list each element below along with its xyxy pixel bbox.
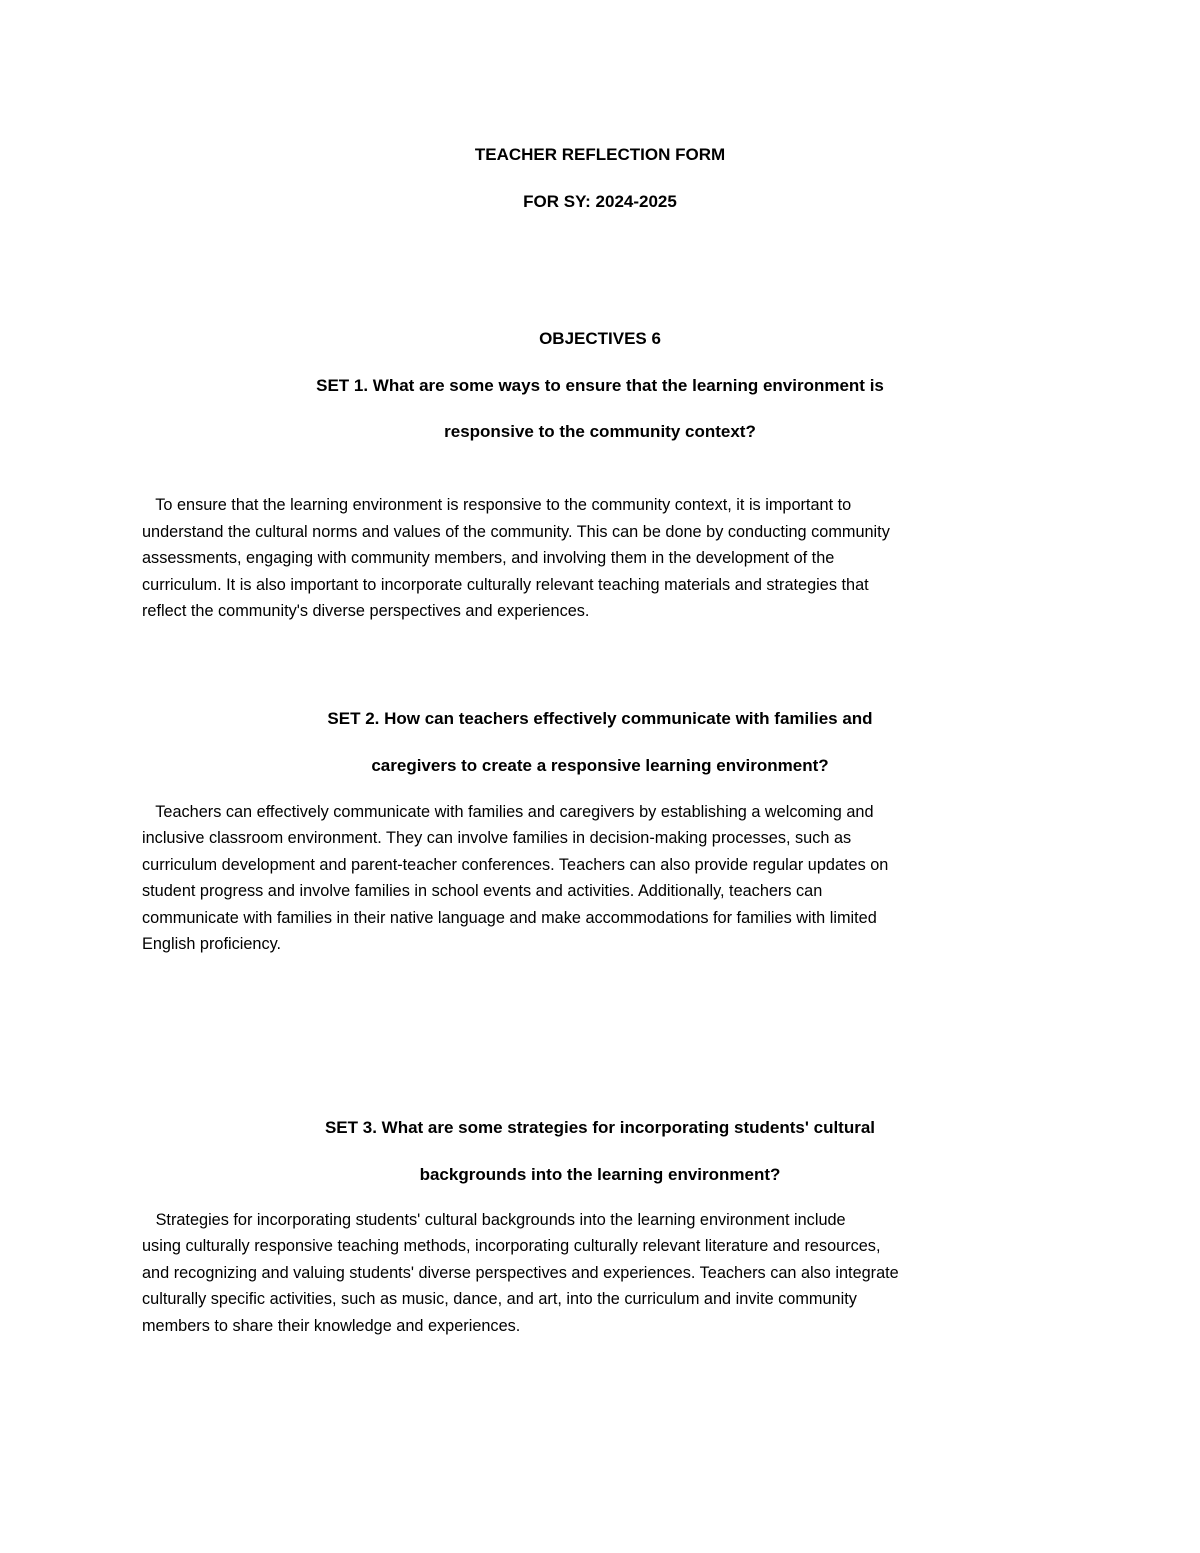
- answer-line: reflect the community's diverse perspectives and experiences.: [142, 602, 590, 621]
- answer-line: understand the cultural norms and values of the community. This can be done by conducting community: [142, 522, 890, 541]
- answer-line: Strategies for incorporating students' cultural backgrounds into the learning environment include: [142, 1211, 846, 1229]
- answer-line: and recognizing and valuing students' diverse perspectives and experiences. Teachers can also integrate: [142, 1263, 899, 1282]
- answer-line: culturally specific activities, such as music, dance, and art, into the curriculum and invite community: [142, 1290, 857, 1309]
- set1-question-line2: responsive to the community context?: [444, 422, 756, 441]
- set3-answer: [142, 1207, 1082, 1339]
- answer-line: To ensure that the learning environment is responsive to the community context, it is important to: [142, 496, 852, 515]
- answer-line: members to share their knowledge and experiences.: [142, 1316, 521, 1335]
- answer-line: curriculum development and parent-teacher conferences. Teachers can also provide regular updates on: [142, 855, 889, 874]
- answer-line: communicate with families in their native language and make accommodations for families with limited: [142, 908, 877, 927]
- set1-question-line1: SET 1. What are some ways to ensure that the learning environment is: [316, 376, 884, 395]
- set2-question-line2: caregivers to create a responsive learning environment?: [371, 756, 829, 775]
- set3-question-line2: backgrounds into the learning environment?: [419, 1165, 781, 1184]
- objectives-heading: OBJECTIVES 6: [539, 329, 661, 348]
- answer-line: student progress and involve families in school events and activities. Additionally, teachers can: [142, 882, 823, 901]
- answer-line: using culturally responsive teaching methods, incorporating culturally relevant literature and resources,: [142, 1237, 881, 1256]
- answer-line: curriculum. It is also important to incorporate culturally relevant teaching materials and strategies that: [142, 575, 869, 594]
- set1-answer: [142, 466, 1082, 624]
- set3-question-line1: SET 3. What are some strategies for incorporating students' cultural: [324, 1118, 876, 1137]
- school-year: FOR SY: 2024-2025: [523, 192, 677, 211]
- set2-answer: [142, 799, 1082, 957]
- answer-line: inclusive classroom environment. They can involve families in decision-making processes, such as: [142, 829, 852, 848]
- answer-line: assessments, engaging with community members, and involving them in the development of the: [142, 549, 835, 568]
- set2-question-line1: SET 2. How can teachers effectively communicate with families and: [327, 709, 873, 728]
- answer-line: English proficiency.: [142, 935, 282, 954]
- answer-line: Teachers can effectively communicate with families and caregivers by establishing a welcoming and: [142, 803, 874, 821]
- document-title: TEACHER REFLECTION FORM: [474, 145, 726, 164]
